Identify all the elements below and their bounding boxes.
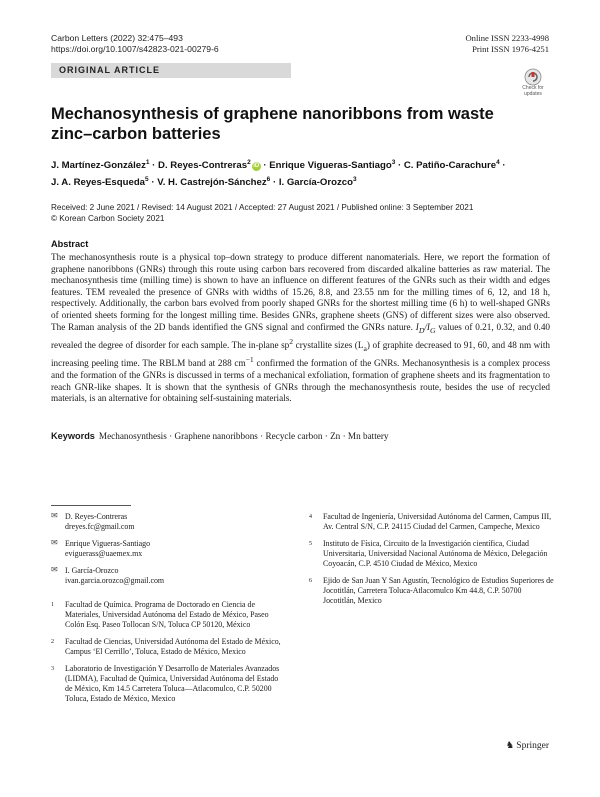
affiliation-number: 5 (309, 541, 312, 547)
footnotes-left-column (51, 512, 281, 711)
article-title: Mechanosynthesis of graphene nanoribbons from waste zinc–carbon batteries (51, 105, 494, 143)
copyright-line: © Korean Carbon Society 2021 (51, 213, 165, 223)
author-name[interactable]: D. Reyes‑Contreras (158, 160, 248, 172)
author-name[interactable]: V. H. Castrejón‑Sánchez (157, 176, 267, 188)
affiliation-entry (309, 512, 554, 532)
contact-name: I. García‑Orozco (65, 566, 119, 575)
affiliation-entry (51, 600, 281, 630)
publisher-logo[interactable] (506, 740, 549, 751)
author-affiliation-mark: 6 (266, 175, 271, 183)
journal-citation: Carbon Letters (2022) 32:475–493 (51, 33, 183, 43)
springer-horse-icon: ♞ (505, 741, 515, 751)
author-name[interactable]: J. Martínez‑González (51, 160, 146, 172)
affiliation-text: Instituto de Física, Circuito de la Investigación científica, Ciudad Universitaria, Universidad Nacional Autónoma de México, Delegación Coyoacán, C.P. 4510 Ciudad de México, Mexico (323, 539, 548, 568)
article-type-banner: ORIGINAL ARTICLE (51, 63, 291, 78)
contact-email[interactable]: ivan.garcia.orozco@gmail.com (65, 576, 165, 585)
affiliation-number: 2 (51, 639, 54, 645)
keywords-label: Keywords (51, 431, 95, 441)
keywords (51, 431, 550, 442)
envelope-icon: ✉ (51, 538, 58, 547)
affiliation-text: Facultad de Química. Programa de Doctorado en Ciencia de Materiales, Universidad Autónoma del Estado de México, Paseo Colón Esq. Paseo Tollocan S/N, Toluca CP 50120, México (65, 600, 269, 629)
affiliation-entry (51, 637, 281, 657)
affiliation-text: Laboratorio de Investigación Y Desarrollo de Materiales Avanzados (LIDMA), Facultad de Química, Universidad Autónoma del Estado de México, Km 14.5 Carretera Toluca—Atlacomulco, C.P. 50200 Toluca, Estado de México, Mexico (65, 664, 280, 703)
journal-header (51, 33, 219, 55)
affiliation-number: 1 (51, 602, 54, 608)
author-name[interactable]: Enrique Vigueras‑Santiago (269, 160, 392, 172)
online-issn: Online ISSN 2233-4998 (465, 33, 549, 43)
keywords-list: Mechanosynthesis · Graphene nanoribbons · Recycle carbon · Zn · Mn battery (98, 431, 389, 441)
author-name[interactable]: J. A. Reyes‑Esqueda (51, 176, 146, 188)
contact-name: D. Reyes‑Contreras (65, 512, 128, 521)
abstract-text-part: The mechanosynthesis route is a physical top–down strategy to produce different nanomaterials. Here, we report the formation of graphene nanoribbons (GNRs) through this route using carbon bars recovered from discarded alkaline batteries as raw material. The mechanosynthesis time (milling time) is shown to have an influence on different features of the GNRs such as their width and edges features. TEM revealed the presence of GNRs with widths of 15.26, 8.8, and 23.55 nm for the milling times of 6, 12, and 18 h, respectively. Additionally, the carbon bars evolved from poorly shaped GNRs for the shortest milling time (6 h) to well-shaped GNRs of oriented sheets forming for the longest milling time. Besides GNRs, graphene sheets (GNS) of different sizes were also observed. The Raman analysis of the 2D bands identified the GNS signal and confirmed the GNRs nature. (51, 252, 550, 332)
envelope-icon: ✉ (51, 511, 58, 520)
check-updates-line1: Check for (522, 85, 544, 91)
contact-entry (51, 539, 281, 559)
check-for-updates-badge[interactable] (517, 68, 549, 98)
abstract-body: The mechanosynthesis route is a physical top–down strategy to produce different nanomaterials. Here, we report the formation of graphene nanoribbons (GNRs) through this route using carbon bars recovered from discarded alkaline batteries as raw material. The mechanosynthesis time (milling time) is shown to have an influence on different features of the GNRs such as their width and edges features. TEM revealed the presence of GNRs with widths of 15.26, 8.8, and 23.55 nm for the milling times of 6, 12, and 18 h, respectively. Additionally, the carbon bars evolved from poorly shaped GNRs for the shortest milling time (6 h) to well-shaped GNRs of oriented sheets forming for the longest milling time. Besides GNRs, graphene sheets (GNS) of different sizes were also observed. The Raman analysis of the 2D bands identified the GNS signal and confirmed the GNRs nature. $I_D/I_G$ values of 0.21, 0.32, and 0.40 revealed the degree of disorder for each sample. The in-plane $sp^2$ crystallite sizes $(L_a)$ of graphite decreased to 91, 60, and 48 nm with increasing peeling time. The RBLM band at 288 $cm^{-1}$ confirmed the formation of the GNRs. Mechanosynthesis is a complex process and the formation of the GNRs is discussed in terms of a mechanical exfoliation, formation of graphene sheets and its fragmentation to reach GNR-like shapes. It is shown that the synthesis of GNRs through the mechanosynthesis route, besides the use of recycled materials, is an alternative for obtaining self-sustaining materials. (51, 252, 551, 404)
affiliation-entry (309, 576, 554, 606)
author-affiliation-mark: 2 (247, 159, 251, 166)
abstract-text-part: confirmed the formation of the GNRs. Mechanosynthesis is a complex process and the formation of the GNRs is discussed in terms of a mechanical exfoliation, formation of graphene sheets and its fragmentation to reach GNR-like shapes. It is shown that the synthesis of GNRs through the mechanosynthesis route, besides the use of recycled materials, is an alternative for obtaining self-sustaining materials. (51, 358, 550, 404)
publisher-name: Springer (516, 741, 549, 751)
author-affiliation-mark: 5 (145, 175, 149, 183)
footnotes-right-column (309, 512, 554, 613)
issn-header (465, 33, 549, 55)
contact-entry (51, 512, 281, 532)
history-dates: Received: 2 June 2021 / Revised: 14 August 2021 / Accepted: 27 August 2021 / Published online: 3 September 2021 (51, 203, 474, 212)
check-updates-line2: updates (524, 90, 542, 97)
affiliation-text: Facultad de Ciencias, Universidad Autónoma del Estado de México, Campus ‘El Cerrillo’, Toluca, Estado de México, Mexico (65, 637, 281, 656)
affiliation-number: 3 (51, 666, 54, 672)
abstract-heading: Abstract (51, 239, 89, 249)
author-list: J. Martínez‑González$^1$ · D. Reyes‑Contreras$^2$iD · Enrique Vigueras‑Santiago$^3$ · C. Patiño‑Carachure$^4$ · J. A. Reyes‑Esqueda$^5$ · V. H. Castrejón‑Sánchez$^6$ · I. García‑Orozco$^3$ (51, 159, 506, 188)
publication-dates (51, 203, 551, 224)
author-affiliation-mark: 3 (391, 159, 396, 166)
author-affiliation-mark: 3 (352, 175, 357, 183)
affiliation-text: Ejido de San Juan Y San Agustín, Tecnológico de Estudios Superiores de Jocotitlán, Carretera Toluca-Atlacomulco Km 44.8, C.P. 50700 Jocotitlán, Mexico (323, 576, 554, 605)
print-issn: Print ISSN 1976-4251 (472, 44, 549, 54)
author-affiliation-mark: 4 (496, 159, 500, 166)
contact-email[interactable]: eviguerass@uaemex.mx (65, 549, 143, 558)
check-for-updates-icon (524, 68, 542, 86)
affiliation-number: 4 (309, 514, 312, 520)
author-affiliation-mark: 1 (145, 159, 150, 166)
abstract-text-part: ) of graphite decreased to 91, 60, and 48 nm with increasing peeling time. The RBLM band at 288 cm (51, 340, 550, 369)
abstract-text-part: crystallite sizes (L (293, 340, 364, 351)
affiliation-entry (309, 539, 554, 569)
contact-email[interactable]: dreyes.fc@gmail.com (65, 522, 135, 531)
contact-name: Enrique Vigueras‑Santiago (65, 539, 151, 548)
ratio-symbol: $I_D/I_G$ (415, 321, 436, 335)
affiliation-number: 6 (309, 578, 312, 584)
envelope-icon: ✉ (51, 565, 58, 574)
affiliation-entry (51, 664, 281, 704)
contact-entry (51, 566, 281, 586)
orcid-icon[interactable]: iD (253, 163, 260, 170)
footnote-divider (51, 505, 131, 506)
author-name[interactable]: I. García‑Orozco (278, 176, 353, 188)
doi-link[interactable]: https://doi.org/10.1007/s42823-021-00279-6 (51, 44, 219, 54)
abstract-text-part: values of 0.21, 0.32, and 0.40 revealed the degree of disorder for each sample. The in-plane sp (51, 321, 551, 351)
affiliation-text: Facultad de Ingeniería, Universidad Autónoma del Carmen, Campus III, Av. Central S/N, C.P. 24115 Ciudad del Carmen, Campeche, Mexico (323, 512, 552, 531)
author-name[interactable]: C. Patiño‑Carachure (403, 160, 497, 172)
